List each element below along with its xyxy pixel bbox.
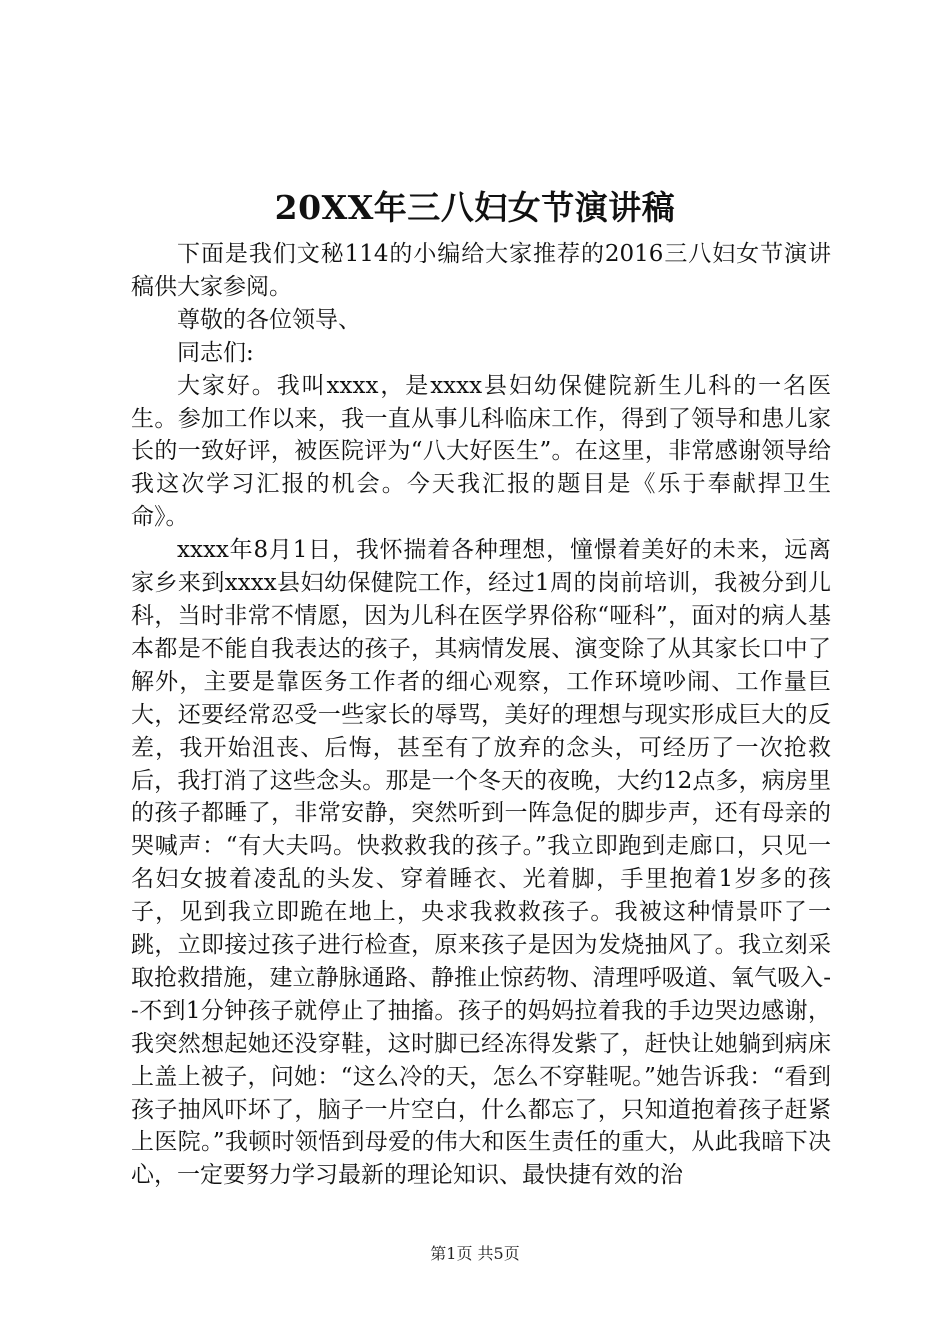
intro-paragraph: 下面是我们文秘114的小编给大家推荐的2016三八妇女节演讲稿供大家参阅。	[131, 241, 831, 300]
document-body	[131, 238, 831, 1192]
document-title: 20XX年三八妇女节演讲稿	[274, 188, 676, 227]
salutation-leaders: 尊敬的各位领导、	[177, 306, 361, 333]
page-footer: 第1页 共5页	[430, 1244, 520, 1263]
salutation-comrades: 同志们:	[177, 339, 254, 366]
body-paragraph: xxxx年8月1日，我怀揣着各种理想，憧憬着美好的未来，远离家乡来到xxxx县妇幼保健院工作，经过1周的岗前培训，我被分到儿科，当时非常不情愿，因为儿科在医学界俗称“哑科”，面对的病人基本都是不能自我表达的孩子，其病情发展、演变除了从其家长口中了解外，主要是靠医务工作者的细心观察，工作环境吵闹、工作量巨大，还要经常忍受一些家长的辱骂，美好的理想与现实形成巨大的反差，我开始沮丧、后悔，甚至有了放弃的念头，可经历了一次抢救后，我打消了这些念头。那是一个冬天的夜晚，大约12点多，病房里的孩子都睡了，非常安静，突然听到一阵急促的脚步声，还有母亲的哭喊声：“有大夫吗。快救救我的孩子。”我立即跑到走廊口，只见一名妇女披着凌乱的头发、穿着睡衣、光着脚，手里抱着1岁多的孩子，见到我立即跪在地上，央求我救救孩子。我被这种情景吓了一跳，立即接过孩子进行检查，原来孩子是因为发烧抽风了。我立刻采取抢救措施，建立静脉通路、静推止惊药物、清理呼吸道、氧气吸入--不到1分钟孩子就停止了抽搐。孩子的妈妈拉着我的手边哭边感谢，我突然想起她还没穿鞋，这时脚已经冻得发紫了，赶快让她躺到病床上盖上被子，问她：“这么冷的天，怎么不穿鞋呢。”她告诉我：“看到孩子抽风吓坏了，脑子一片空白，什么都忘了，只知道抱着孩子赶紧上医院。”我顿时领悟到母爱的伟大和医生责任的重大，从此我暗下决心，一定要努力学习最新的理论知识、最快捷有效的治	[131, 537, 831, 1189]
body-paragraph: 大家好。我叫xxxx，是xxxx县妇幼保健院新生儿科的一名医生。参加工作以来，我一直从事儿科临床工作，得到了领导和患儿家长的一致好评，被医院评为“八大好医生”。在这里，非常感谢领导给我这次学习汇报的机会。今天我汇报的题目是《乐于奉献捍卫生命》。	[131, 372, 831, 531]
